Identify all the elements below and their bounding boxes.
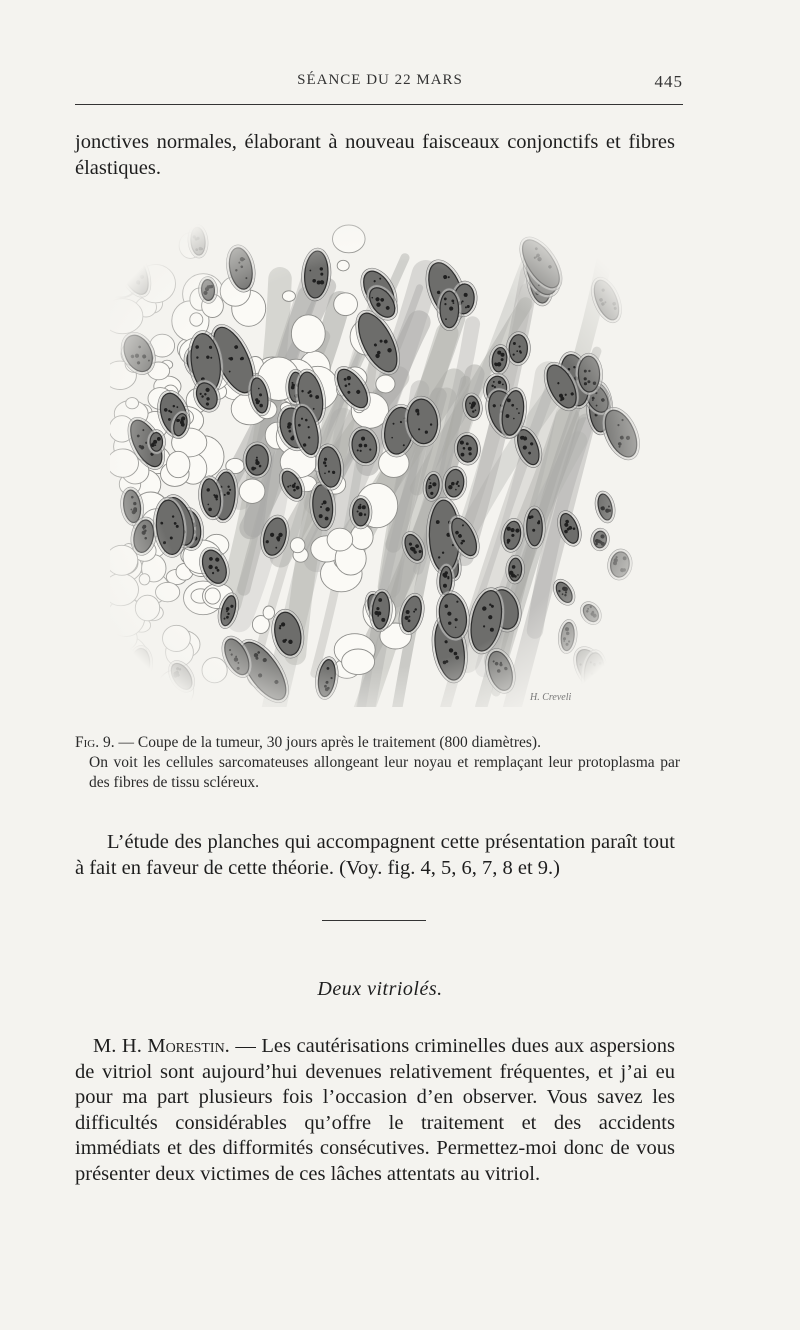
paragraph-morestin-text: — Les cautérisations criminelles dues aux aspersions de vitriol sont aujourd’hui devenues relativement fréquentes, et j’ai eu pour ma part plusieurs fois l’occasion d’en observer. Vous savez les difficultés considérables qu’offre le traitement et des accidents immédiats et des difformités consécutives. Permettez-moi donc de vous présenter deux victimes de ces lâches attentats au vitriol. bbox=[75, 1035, 675, 1185]
section-title: Deux vitriolés. bbox=[317, 978, 443, 1000]
author-name: M. H. Morestin. bbox=[93, 1035, 230, 1057]
section-separator bbox=[322, 920, 426, 921]
caption-label: Fig. 9. bbox=[75, 734, 115, 751]
paragraph-theory: L’étude des planches qui accompagnent cette présentation paraît tout à fait en faveur de cette théorie. (Voy. fig. 4, 5, 6, 7, 8 et 9.) bbox=[75, 831, 675, 879]
header-title: SÉANCE DU 22 MARS bbox=[297, 72, 463, 88]
page-number: 445 bbox=[654, 72, 683, 91]
paragraph-continuation: jonctives normales, élaborant à nouveau faisceaux conjonctifs et fibres élastiques. bbox=[75, 131, 675, 179]
figure-caption bbox=[75, 733, 680, 793]
header-rule bbox=[75, 104, 683, 105]
artist-signature: H. Creveli bbox=[530, 692, 572, 703]
caption-rest: On voit les cellules sarcomateuses allongeant leur noyau et remplaçant leur protoplasma par des fibres de tissu scléreux. bbox=[89, 754, 680, 791]
running-header bbox=[75, 70, 685, 96]
caption-text: — Coupe de la tumeur, 30 jours après le traitement (800 diamètres). bbox=[114, 734, 541, 751]
histology-figure bbox=[110, 222, 640, 707]
histology-illustration bbox=[110, 222, 640, 707]
paragraph-morestin bbox=[75, 1034, 675, 1188]
